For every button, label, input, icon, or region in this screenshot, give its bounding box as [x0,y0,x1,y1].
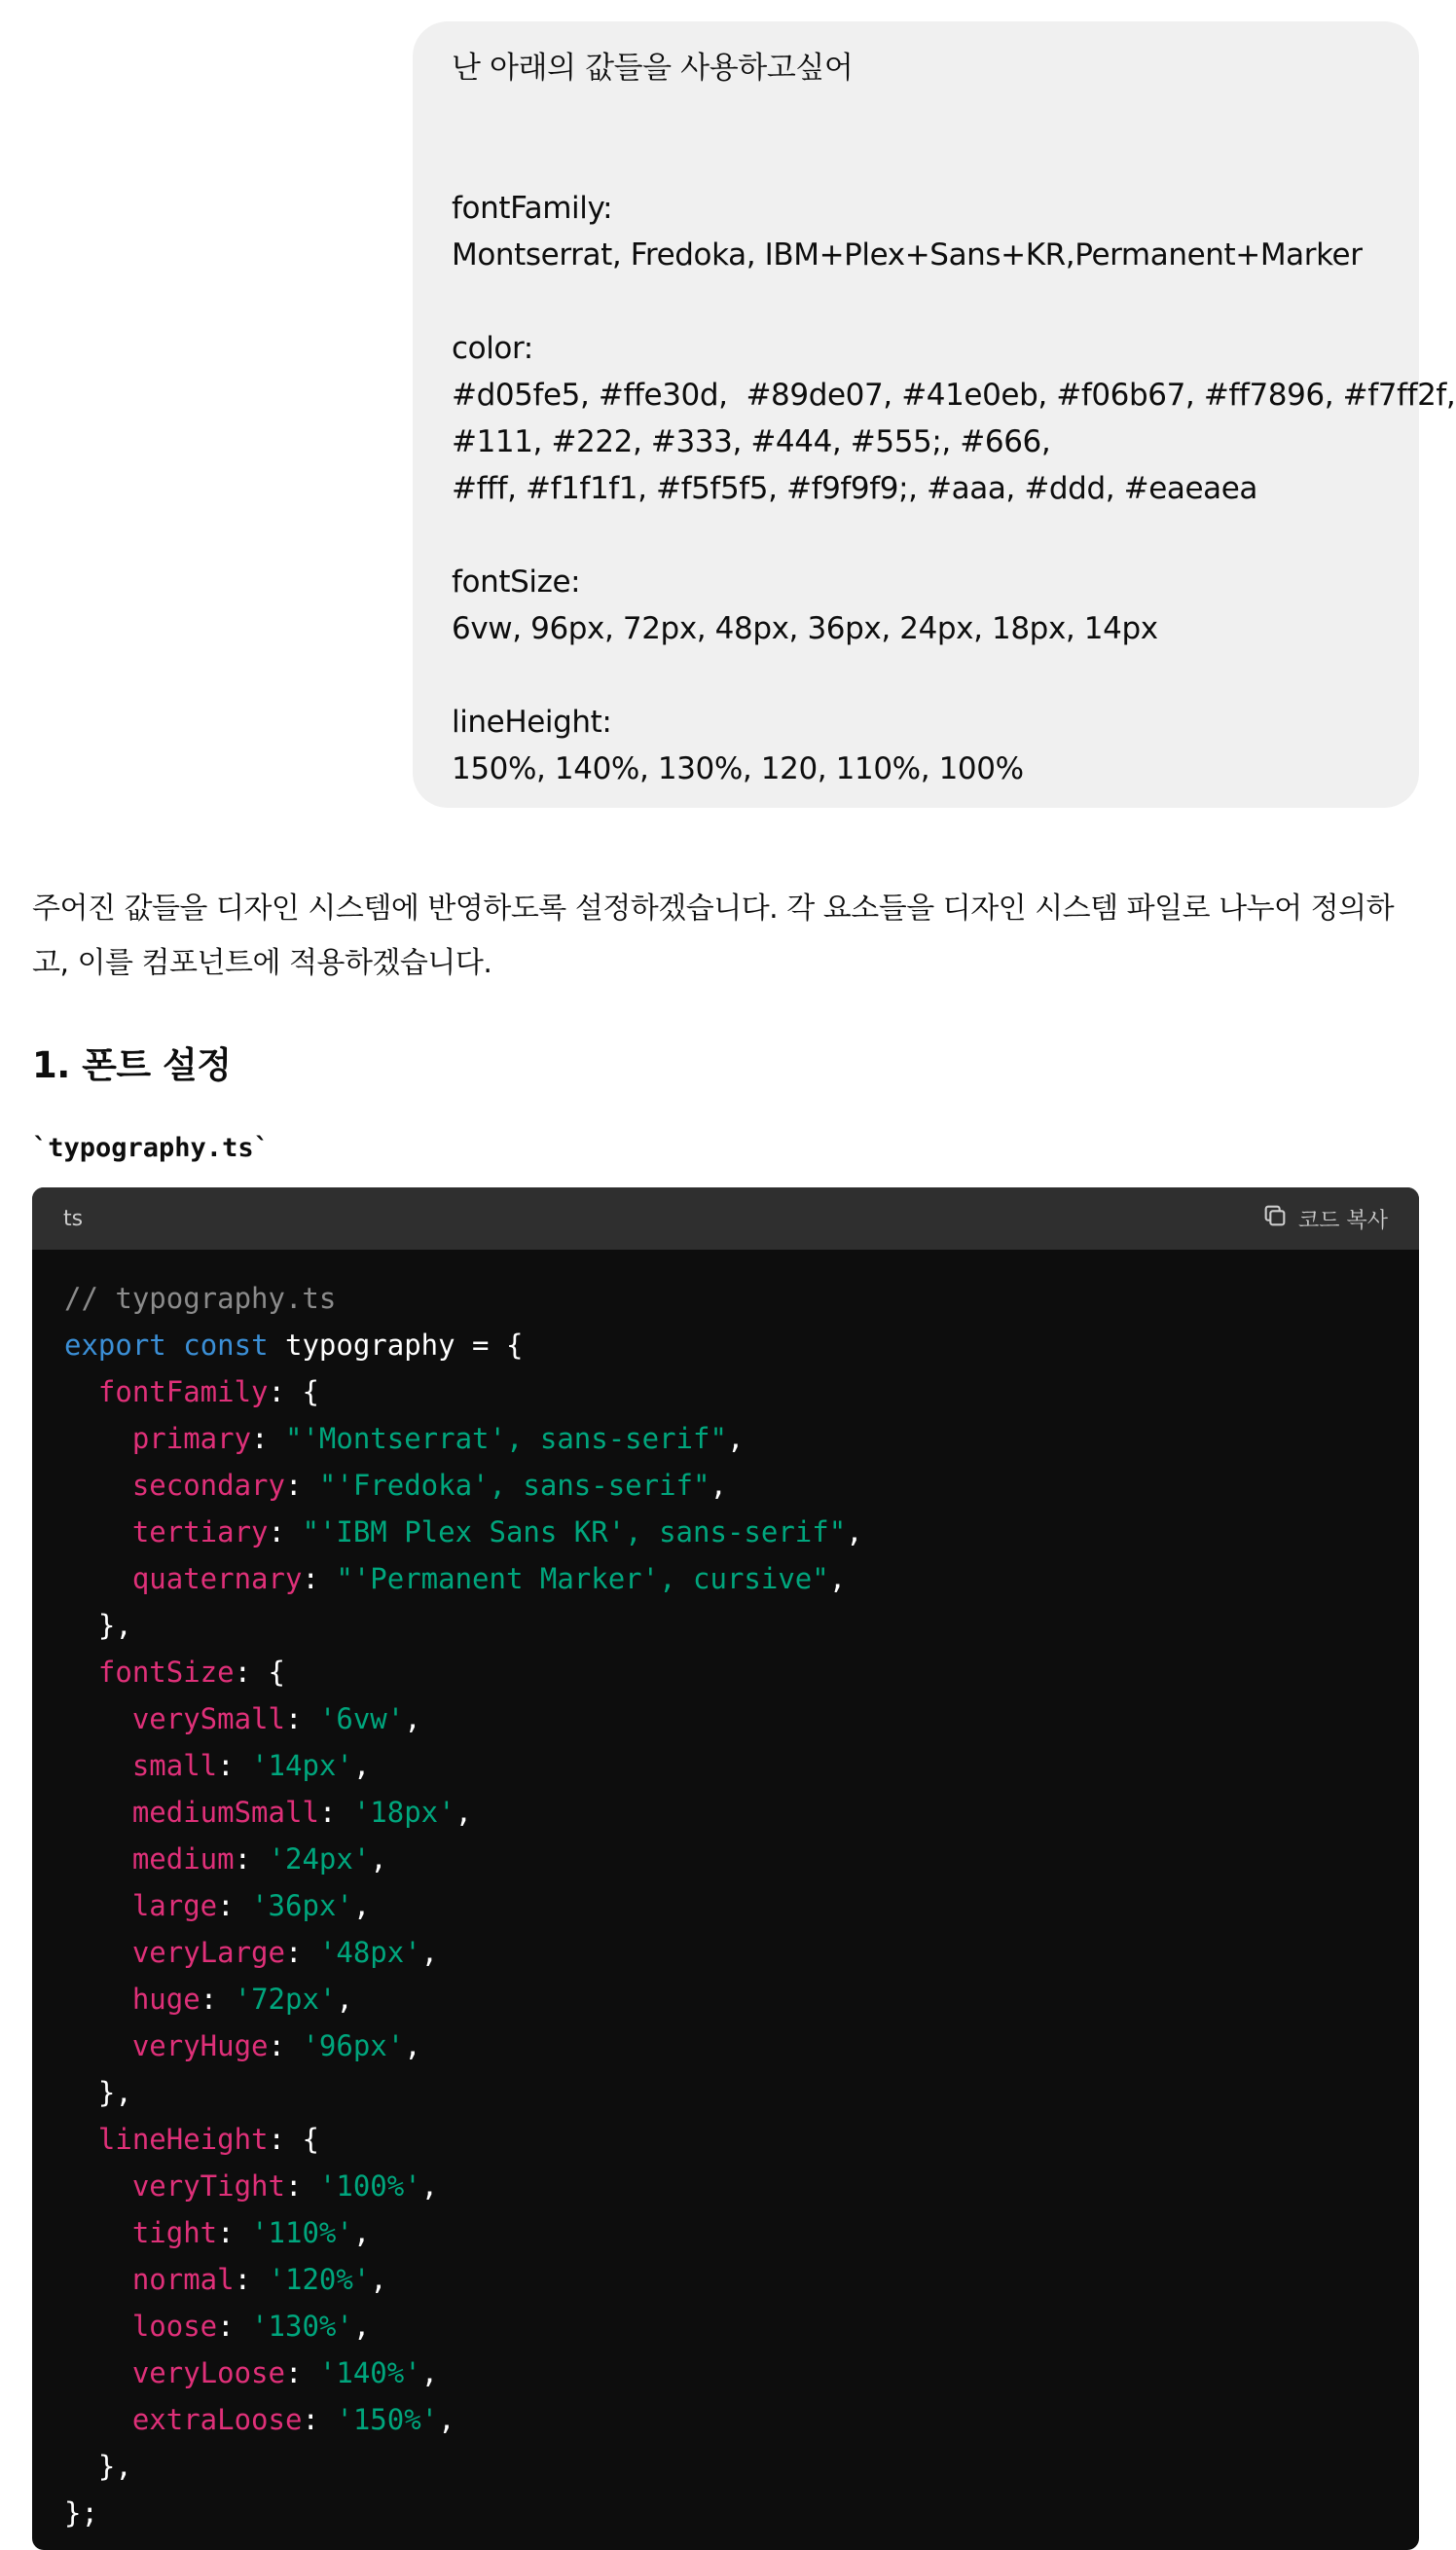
code-token: , [336,1983,353,2016]
code-line [64,1415,1387,1462]
code-token: const [183,1329,269,1362]
code-token: : [268,2029,303,2062]
user-message-line: lineHeight: [452,705,612,740]
code-token: mediumSmall [131,1796,319,1829]
code-token: '100%' [318,2169,421,2203]
code-token [64,2169,132,2203]
code-token: large [131,1889,218,1922]
code-token: "'Montserrat', sans-serif" [284,1422,727,1455]
copy-code-button[interactable] [1261,1202,1388,1235]
code-token [64,1422,132,1455]
code-token: : { [268,1375,319,1408]
user-message-bubble [413,21,1456,808]
code-line [64,1649,1387,1695]
code-token: , [726,1422,745,1455]
code-token [64,1375,98,1408]
code-token: , [370,2263,387,2296]
code-token: medium [131,1842,235,1876]
code-token: primary [131,1422,252,1455]
user-message-line [452,652,1380,699]
code-token: , [420,2356,439,2389]
code-token: small [131,1749,218,1782]
code-token: veryLarge [131,1936,285,1969]
code-token: : [234,1842,269,1876]
code-token: tertiary [131,1515,269,1548]
code-token: , [404,1702,421,1735]
code-token: '130%' [251,2310,353,2343]
code-line [64,1555,1387,1602]
code-token: }, [64,2450,132,2483]
code-line [64,2022,1387,2069]
code-token: '96px' [302,2029,405,2062]
user-message-line: #d05fe5, #ffe30d, #89de07, #41e0eb, #f06b67, #ff7896, #f7ff2f, [452,378,1456,413]
code-token: , [710,1469,727,1502]
code-token: , [455,1796,473,1829]
user-message-line: fontSize: [452,565,581,600]
user-message-line: 6vw, 96px, 72px, 48px, 36px, 24px, 18px, 14px [452,611,1158,646]
code-line [64,2256,1387,2303]
code-token: quaternary [131,1562,303,1595]
code-line [64,2116,1387,2163]
code-token: fontSize [97,1656,235,1689]
code-token: : [284,1469,319,1502]
user-message-line: #fff, #f1f1f1, #f5f5f5, #f9f9f9;, #aaa, #ddd, #eaeaea [452,471,1258,506]
code-token: veryTight [131,2169,285,2203]
code-token: : [284,1936,319,1969]
code-block [32,1187,1419,2550]
code-line [64,2209,1387,2256]
code-token: , [846,1515,863,1548]
copy-icon [1261,1202,1289,1235]
code-token [64,1749,132,1782]
code-token [64,2356,132,2389]
copy-code-label: 코드 복사 [1297,1208,1388,1233]
user-message-line [452,138,1380,185]
code-line [64,1462,1387,1509]
code-header [32,1187,1419,1250]
code-token: secondary [131,1469,285,1502]
code-token: , [420,1936,439,1969]
code-token: , [404,2029,421,2062]
code-line [64,2069,1387,2116]
code-token: , [352,2310,371,2343]
code-token: : [318,1796,353,1829]
code-token: : [302,2403,337,2436]
user-message-line: fontFamily: [452,191,613,226]
code-line [64,1836,1387,1882]
code-token: : { [268,2123,319,2156]
code-token: verySmall [131,1702,285,1735]
code-token: veryLoose [131,2356,285,2389]
code-token: veryHuge [131,2029,269,2062]
code-token: }; [64,2496,98,2530]
code-line [64,2163,1387,2209]
code-token [64,2029,132,2062]
code-line [64,2303,1387,2350]
code-token: '36px' [251,1889,353,1922]
code-token: '140%' [318,2356,421,2389]
code-token: '72px' [234,1983,337,2016]
code-token: '120%' [268,2263,371,2296]
code-token: : { [234,1656,285,1689]
code-token: lineHeight [97,2123,269,2156]
code-line [64,1695,1387,1742]
code-token [64,2263,132,2296]
code-token [64,1936,132,1969]
user-message-line [452,512,1380,559]
code-token: '48px' [318,1936,421,1969]
assistant-intro-text: 주어진 값들을 디자인 시스템에 반영하도록 설정하겠습니다. 각 요소들을 디자인 시스템 파일로 나누어 정의하고, 이를 컴포넌트에 적용하겠습니다. [32,892,1395,980]
code-token: loose [131,2310,218,2343]
code-token: : [217,2216,252,2249]
code-token: , [828,1562,847,1595]
code-token: "'IBM Plex Sans KR', sans-serif" [302,1515,847,1548]
code-token: "'Fredoka', sans-serif" [318,1469,710,1502]
code-line [64,1742,1387,1789]
code-token: '14px' [251,1749,353,1782]
code-token [64,2403,132,2436]
user-message-line: 난 아래의 값들을 사용하고싶어 [452,51,854,86]
code-token: : [200,1983,235,2016]
code-line [64,1789,1387,1836]
code-token: '18px' [352,1796,455,1829]
code-token [64,1796,132,1829]
code-token [64,1702,132,1735]
code-filename: `typography.ts` [32,1133,270,1163]
code-token: : [268,1515,303,1548]
code-line [64,2490,1387,2536]
code-token: : [251,1422,285,1455]
code-line [64,2443,1387,2490]
code-token: '6vw' [318,1702,405,1735]
code-line [64,2396,1387,2443]
user-message-line: Montserrat, Fredoka, IBM+Plex+Sans+KR,Permanent+Marker [452,237,1363,273]
code-token: fontFamily [97,1375,269,1408]
code-token: , [370,1842,387,1876]
code-token: "'Permanent Marker', cursive" [336,1562,829,1595]
code-token: : [234,2263,269,2296]
code-token: : [217,1749,252,1782]
user-message-line [452,278,1380,325]
code-token: : [284,1702,319,1735]
code-token [64,1656,98,1689]
code-token [64,2310,132,2343]
code-line [64,1322,1387,1368]
code-token [64,1515,132,1548]
code-line [64,1882,1387,1929]
code-token [64,2216,132,2249]
code-token: '150%' [336,2403,439,2436]
code-token: : [284,2169,319,2203]
code-token: , [352,1889,371,1922]
code-line [64,1368,1387,1415]
code-token [64,1469,132,1502]
code-token: : [284,2356,319,2389]
user-message-line: color: [452,331,533,366]
code-token [64,1889,132,1922]
code-token: export [64,1329,166,1362]
code-token: : [302,1562,337,1595]
code-token: , [352,2216,371,2249]
user-message-line: 150%, 140%, 130%, 120, 110%, 100% [452,751,1024,786]
code-token: , [352,1749,371,1782]
code-token: '24px' [268,1842,371,1876]
code-line [64,1275,1387,1322]
code-token [64,2123,98,2156]
code-token: // typography.ts [64,1282,337,1315]
code-token: typography = { [268,1329,524,1362]
code-line [64,1976,1387,2022]
user-message-line: #111, #222, #333, #444, #555;, #666, [452,424,1051,459]
code-token [64,1842,132,1876]
code-token [64,1983,132,2016]
user-message-line [452,91,1380,138]
code-token: }, [64,1609,132,1642]
code-line [64,1929,1387,1976]
code-line [64,1509,1387,1555]
code-language-label: ts [63,1206,84,1231]
code-token: extraLoose [131,2403,303,2436]
code-token: tight [131,2216,218,2249]
code-token [166,1329,183,1362]
code-line [64,1602,1387,1649]
code-token: huge [131,1983,200,2016]
code-token: : [217,2310,252,2343]
code-body [32,1250,1419,2536]
section-heading: 1. 폰트 설정 [32,1044,232,1086]
code-token: , [438,2403,455,2436]
code-token: }, [64,2076,132,2109]
code-line [64,2350,1387,2396]
code-token: , [420,2169,439,2203]
code-token: normal [131,2263,235,2296]
code-token: : [217,1889,252,1922]
code-token: '110%' [251,2216,353,2249]
code-token [64,1562,132,1595]
